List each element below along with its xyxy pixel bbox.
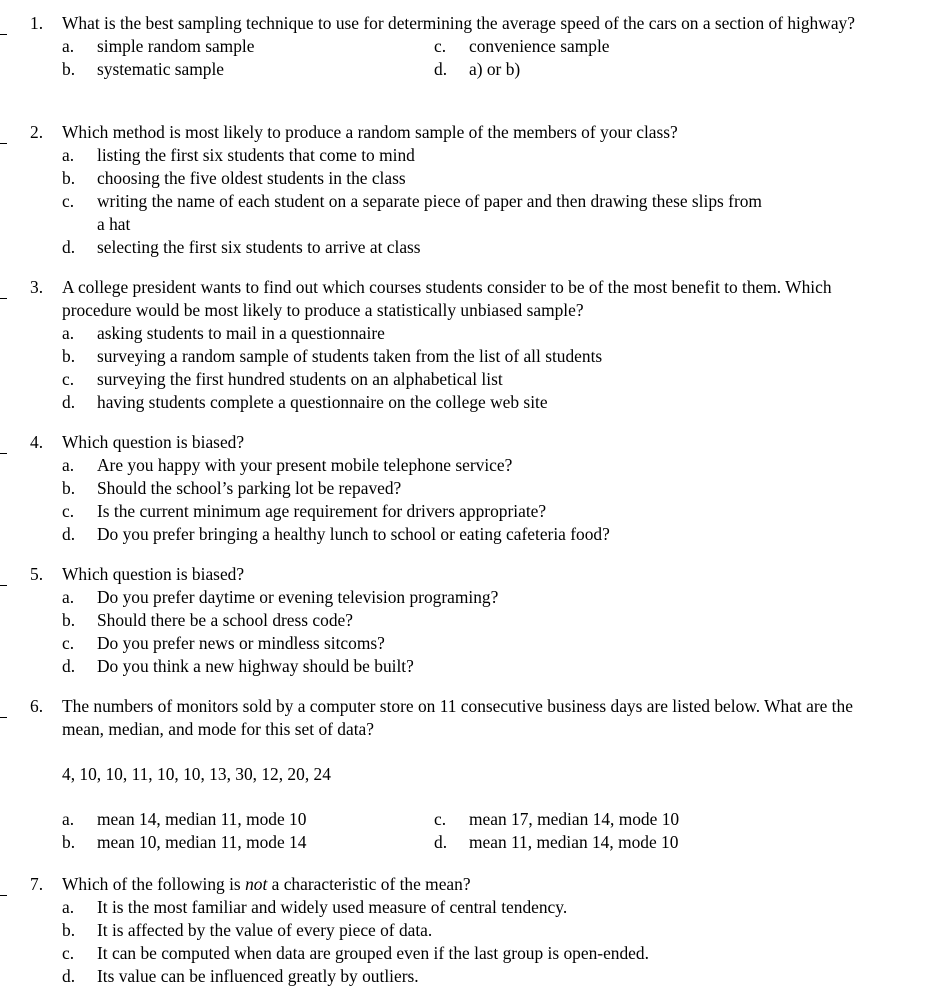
option-letter: a. bbox=[62, 36, 75, 56]
option-d[interactable] bbox=[434, 58, 814, 81]
question-3 bbox=[0, 276, 931, 414]
option-letter: a. bbox=[62, 809, 75, 829]
question-number: 7. bbox=[30, 874, 44, 894]
option-d[interactable] bbox=[62, 523, 931, 546]
answer-blank[interactable] bbox=[0, 895, 7, 896]
option-letter: d. bbox=[62, 656, 76, 676]
options-list bbox=[62, 586, 931, 678]
answer-blank[interactable] bbox=[0, 143, 7, 144]
option-a[interactable] bbox=[62, 808, 434, 831]
option-a[interactable] bbox=[62, 454, 931, 477]
question-5 bbox=[0, 563, 931, 678]
option-text: Do you prefer bringing a healthy lunch to school or eating cafeteria food? bbox=[97, 524, 610, 544]
question-text-emphasis: not bbox=[245, 874, 268, 894]
answer-blank[interactable] bbox=[0, 34, 7, 35]
option-letter: b. bbox=[62, 59, 76, 79]
question-1 bbox=[0, 12, 931, 81]
option-a[interactable] bbox=[62, 322, 931, 345]
options-list bbox=[62, 35, 931, 81]
option-text: mean 14, median 11, mode 10 bbox=[97, 809, 307, 829]
question-text: Which question is biased? bbox=[62, 564, 245, 584]
options-list bbox=[62, 322, 931, 414]
question-text bbox=[62, 873, 897, 896]
option-c[interactable] bbox=[434, 35, 814, 58]
answer-blank[interactable] bbox=[0, 453, 7, 454]
option-text: mean 17, median 14, mode 10 bbox=[469, 809, 680, 829]
option-text: surveying the first hundred students on an alphabetical list bbox=[97, 369, 503, 389]
option-text: It is affected by the value of every piece of data. bbox=[97, 920, 433, 940]
option-text: asking students to mail in a questionnaire bbox=[97, 323, 385, 343]
answer-blank[interactable] bbox=[0, 585, 7, 586]
answer-blank[interactable] bbox=[0, 298, 7, 299]
option-text: Do you think a new highway should be built? bbox=[97, 656, 414, 676]
option-text: It can be computed when data are grouped even if the last group is open-ended. bbox=[97, 943, 649, 963]
option-a[interactable] bbox=[62, 896, 931, 919]
option-letter: c. bbox=[434, 36, 447, 56]
option-letter: c. bbox=[62, 191, 75, 211]
question-7 bbox=[0, 873, 931, 988]
option-letter: b. bbox=[62, 168, 76, 188]
option-b[interactable] bbox=[62, 58, 434, 81]
option-text: choosing the five oldest students in the class bbox=[97, 168, 406, 188]
option-a[interactable] bbox=[62, 144, 931, 167]
option-b[interactable] bbox=[62, 831, 434, 854]
data-set: 4, 10, 10, 11, 10, 10, 13, 30, 12, 20, 24 bbox=[62, 764, 331, 784]
option-letter: b. bbox=[62, 920, 76, 940]
option-text: Its value can be influenced greatly by outliers. bbox=[97, 966, 419, 986]
option-letter: a. bbox=[62, 897, 75, 917]
option-a[interactable] bbox=[62, 586, 931, 609]
option-letter: b. bbox=[62, 832, 76, 852]
option-letter: c. bbox=[62, 633, 75, 653]
option-d[interactable] bbox=[62, 236, 931, 259]
option-text: It is the most familiar and widely used measure of central tendency. bbox=[97, 897, 568, 917]
option-b[interactable] bbox=[62, 919, 931, 942]
question-text: Which question is biased? bbox=[62, 432, 245, 452]
question-text: Which method is most likely to produce a random sample of the members of your class? bbox=[62, 122, 678, 142]
option-text: listing the first six students that come to mind bbox=[97, 145, 415, 165]
option-text: Is the current minimum age requirement for drivers appropriate? bbox=[97, 501, 547, 521]
option-letter: a. bbox=[62, 455, 75, 475]
option-letter: a. bbox=[62, 587, 75, 607]
option-a[interactable] bbox=[62, 35, 434, 58]
options-list bbox=[62, 896, 931, 988]
option-text: Do you prefer daytime or evening television programing? bbox=[97, 587, 499, 607]
option-text: Are you happy with your present mobile telephone service? bbox=[97, 455, 513, 475]
option-letter: a. bbox=[62, 145, 75, 165]
question-number: 5. bbox=[30, 564, 44, 584]
answer-blank[interactable] bbox=[0, 717, 7, 718]
option-c[interactable] bbox=[62, 632, 931, 655]
option-text: surveying a random sample of students taken from the list of all students bbox=[97, 346, 603, 366]
option-c[interactable] bbox=[62, 500, 931, 523]
question-text: The numbers of monitors sold by a computer store on 11 consecutive business days are listed below. What are the mean, median, and mode for this set of data? bbox=[62, 696, 853, 739]
option-letter: c. bbox=[62, 943, 75, 963]
option-b[interactable] bbox=[62, 345, 931, 368]
option-text: Should the school’s parking lot be repaved? bbox=[97, 478, 402, 498]
question-number: 1. bbox=[30, 13, 44, 33]
option-letter: d. bbox=[434, 832, 448, 852]
option-d[interactable] bbox=[62, 391, 931, 414]
option-text: simple random sample bbox=[97, 36, 255, 56]
option-b[interactable] bbox=[62, 167, 931, 190]
option-letter: d. bbox=[62, 524, 76, 544]
question-text-after: a characteristic of the mean? bbox=[267, 874, 471, 894]
option-c[interactable] bbox=[434, 808, 814, 831]
option-letter: b. bbox=[62, 610, 76, 630]
option-text: Do you prefer news or mindless sitcoms? bbox=[97, 633, 385, 653]
options-list bbox=[62, 454, 931, 546]
option-letter: d. bbox=[62, 392, 76, 412]
question-number: 3. bbox=[30, 277, 44, 297]
option-letter: d. bbox=[434, 59, 448, 79]
question-4 bbox=[0, 431, 931, 546]
option-c[interactable] bbox=[62, 942, 931, 965]
question-2 bbox=[0, 121, 931, 259]
options-list bbox=[62, 144, 931, 259]
option-b[interactable] bbox=[62, 609, 931, 632]
question-number: 6. bbox=[30, 696, 44, 716]
option-c[interactable] bbox=[62, 190, 931, 236]
option-text: systematic sample bbox=[97, 59, 225, 79]
question-text: A college president wants to find out which courses students consider to be of the most benefit to them. Which procedure would be most likely to produce a statistically unbiased sample? bbox=[62, 277, 832, 320]
option-text: convenience sample bbox=[469, 36, 610, 56]
option-letter: a. bbox=[62, 323, 75, 343]
option-text: writing the name of each student on a separate piece of paper and then drawing these slips from a hat bbox=[97, 191, 762, 234]
option-text: mean 11, median 14, mode 10 bbox=[469, 832, 679, 852]
option-text: Should there be a school dress code? bbox=[97, 610, 353, 630]
option-letter: d. bbox=[62, 237, 76, 257]
question-text-before: Which of the following is bbox=[62, 874, 246, 894]
option-letter: b. bbox=[62, 478, 76, 498]
option-d[interactable] bbox=[62, 965, 931, 988]
option-letter: c. bbox=[434, 809, 447, 829]
option-c[interactable] bbox=[62, 368, 931, 391]
option-letter: b. bbox=[62, 346, 76, 366]
option-text: mean 10, median 11, mode 14 bbox=[97, 832, 307, 852]
option-letter: c. bbox=[62, 501, 75, 521]
option-letter: d. bbox=[62, 966, 76, 986]
question-6 bbox=[0, 695, 931, 854]
options-list bbox=[62, 808, 931, 854]
option-text: a) or b) bbox=[469, 59, 521, 79]
question-number: 4. bbox=[30, 432, 44, 452]
option-d[interactable] bbox=[434, 831, 814, 854]
question-text: What is the best sampling technique to use for determining the average speed of the cars on a section of highway? bbox=[62, 13, 855, 33]
option-b[interactable] bbox=[62, 477, 931, 500]
option-text: selecting the first six students to arrive at class bbox=[97, 237, 421, 257]
option-letter: c. bbox=[62, 369, 75, 389]
option-d[interactable] bbox=[62, 655, 931, 678]
question-number: 2. bbox=[30, 122, 44, 142]
option-text: having students complete a questionnaire on the college web site bbox=[97, 392, 548, 412]
